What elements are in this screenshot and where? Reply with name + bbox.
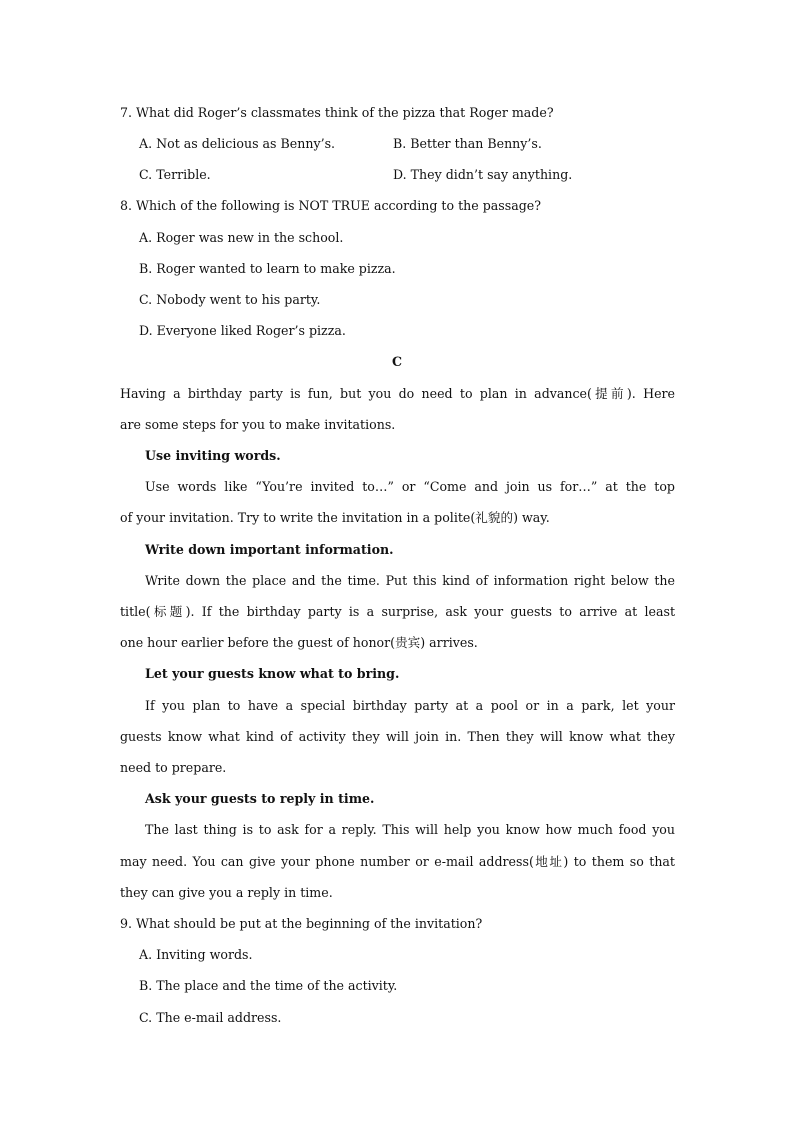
question-7-option-d: D. They didn’t say anything. <box>393 167 573 182</box>
question-8-option-b: B. Roger wanted to learn to make pizza. <box>139 261 396 276</box>
p3-line-2: guests know what kind of activity they will join in. Then they will know what they <box>120 729 675 744</box>
passage-label: C <box>391 354 403 369</box>
p4-line-1: The last thing is to ask for a reply. This will help you know how much food you <box>145 822 675 837</box>
question-7-stem: 7. What did Roger’s classmates think of the pizza that Roger made? <box>120 105 554 120</box>
p1-line-2: of your invitation. Try to write the invitation in a polite(礼貌的) way. <box>120 510 550 525</box>
question-9-stem: 9. What should be put at the beginning of the invitation? <box>120 916 483 931</box>
intro-line-1: Having a birthday party is fun, but you do need to plan in advance(提前). Here <box>120 386 675 401</box>
p2-line-3: one hour earlier before the guest of honor(贵宾) arrives. <box>120 635 478 650</box>
section-heading-3: Let your guests know what to bring. <box>145 666 400 681</box>
question-8-option-c: C. Nobody went to his party. <box>139 292 321 307</box>
p4-line-2: may need. You can give your phone number or e-mail address(地址) to them so that <box>120 854 675 869</box>
p3-line-3: need to prepare. <box>120 760 227 775</box>
p1-line-1: Use words like “You’re invited to…” or “Come and join us for…” at the top <box>145 479 675 494</box>
section-heading-2: Write down important information. <box>145 542 394 557</box>
question-8-option-d: D. Everyone liked Roger’s pizza. <box>139 323 346 338</box>
intro-line-2: are some steps for you to make invitations. <box>120 417 396 432</box>
question-7-option-c: C. Terrible. <box>139 167 211 182</box>
question-8-stem: 8. Which of the following is NOT TRUE according to the passage? <box>120 198 541 213</box>
question-7-option-a: A. Not as delicious as Benny’s. <box>139 136 336 151</box>
p4-line-3: they can give you a reply in time. <box>120 885 333 900</box>
p3-line-1: If you plan to have a special birthday party at a pool or in a park, let your <box>145 698 675 713</box>
question-9-option-a: A. Inviting words. <box>139 947 253 962</box>
question-9-option-c: C. The e-mail address. <box>139 1010 282 1025</box>
section-heading-4: Ask your guests to reply in time. <box>145 791 375 806</box>
question-7-option-b: B. Better than Benny’s. <box>393 136 542 151</box>
p2-line-2: title(标题). If the birthday party is a surprise, ask your guests to arrive at least <box>120 604 675 619</box>
question-8-option-a: A. Roger was new in the school. <box>139 230 344 245</box>
question-9-option-b: B. The place and the time of the activity. <box>139 978 398 993</box>
section-heading-1: Use inviting words. <box>145 448 281 463</box>
p2-line-1: Write down the place and the time. Put this kind of information right below the <box>145 573 675 588</box>
